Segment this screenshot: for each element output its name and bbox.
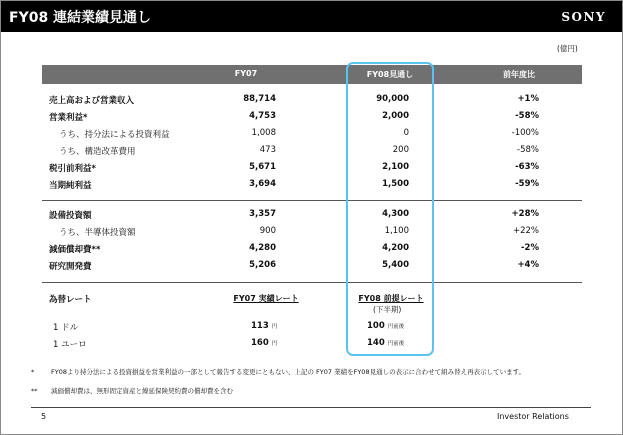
unit-label: (億円) — [557, 44, 578, 53]
table-row — [1, 179, 622, 193]
fx-row-header — [1, 293, 622, 307]
value-fy08: 4,300 — [382, 209, 409, 219]
fx-header-fy07: FY07 実績レート — [233, 294, 299, 303]
table-row — [1, 260, 622, 274]
footnote — [31, 368, 611, 384]
footnote — [31, 387, 611, 395]
section-divider — [42, 200, 582, 201]
table-row — [1, 111, 622, 125]
table-row — [1, 226, 622, 240]
value-yoy: +4% — [517, 260, 539, 270]
row-label: 研究開発費 — [49, 262, 92, 272]
value-fy08: 90,000 — [376, 94, 409, 104]
fx-header-fy08-sub: (下半期) — [373, 305, 402, 314]
value-yoy: -2% — [521, 243, 539, 253]
fx-row — [1, 338, 622, 352]
fx-fy08-unit: 円前後 — [387, 341, 405, 347]
value-fy07: 900 — [259, 226, 276, 236]
footnote-mark: ** — [31, 387, 38, 395]
fx-fy07-value: 113 — [251, 321, 269, 331]
value-yoy: -100% — [511, 128, 539, 138]
row-label: 当期純利益 — [49, 181, 92, 191]
title-bar — [1, 1, 622, 32]
value-fy08: 2,100 — [382, 162, 409, 172]
row-label: うち、持分法による投資利益 — [59, 130, 170, 140]
footnote-mark: * — [31, 368, 35, 376]
value-yoy: -59% — [515, 179, 539, 189]
value-fy07: 4,280 — [249, 243, 276, 253]
table-row — [1, 145, 622, 159]
fx-row — [1, 321, 622, 335]
footer-divider — [31, 407, 591, 408]
value-fy08: 200 — [392, 145, 409, 155]
value-yoy: +1% — [517, 94, 539, 104]
value-fy07: 3,357 — [249, 209, 276, 219]
fx-fy07-unit: 円 — [271, 341, 278, 347]
sony-logo: SONY — [561, 10, 606, 24]
value-fy08: 1,100 — [384, 226, 409, 236]
row-label: 税引前利益* — [49, 164, 96, 174]
value-fy08: 0 — [403, 128, 409, 138]
page-number: 5 — [41, 412, 47, 421]
value-fy07: 5,206 — [249, 260, 276, 270]
table-row — [1, 243, 622, 257]
value-fy07: 4,753 — [249, 111, 276, 121]
value-fy07: 1,008 — [251, 128, 276, 138]
table-row — [1, 94, 622, 108]
table-row — [1, 162, 622, 176]
value-fy07: 5,671 — [249, 162, 276, 172]
row-label: 設備投資額 — [49, 211, 92, 221]
footnote-text: FY08より持分法による投資損益を営業利益の一部として報告する変更にともない、上記の FY07 業績をFY08見通しの表示に合わせて組み替え再表示しています。 — [51, 368, 526, 376]
section-divider — [42, 282, 582, 283]
row-label: うち、半導体投資額 — [59, 228, 136, 238]
fx-header-fy08: FY08 前提レート — [358, 294, 424, 303]
value-fy08: 4,200 — [382, 243, 409, 253]
fy08-column-highlight — [346, 62, 434, 356]
footer-label: Investor Relations — [497, 412, 569, 421]
value-fy08: 2,000 — [382, 111, 409, 121]
fx-fy07-value: 160 — [251, 338, 269, 348]
table-row — [1, 128, 622, 142]
fx-fy07-rate — [251, 321, 277, 331]
column-header-fy07: FY07 — [234, 69, 258, 78]
value-fy07: 473 — [259, 145, 276, 155]
fx-fy07-unit: 円 — [271, 324, 278, 330]
fx-fy08-value: 140 — [367, 338, 385, 348]
fx-label: 為替レート — [49, 295, 92, 305]
fx-fy07-rate — [251, 338, 277, 348]
value-yoy: -58% — [515, 111, 539, 121]
value-yoy: -63% — [515, 162, 539, 172]
table-row — [1, 209, 622, 223]
column-header-fy08: FY08見通し — [366, 70, 414, 79]
value-fy07: 3,694 — [249, 179, 276, 189]
row-label: 売上高および営業収入 — [49, 96, 135, 106]
value-fy08: 5,400 — [382, 260, 409, 270]
fx-currency: 1 ユーロ — [53, 340, 87, 350]
value-fy07: 88,714 — [243, 94, 276, 104]
value-yoy: +28% — [511, 209, 539, 219]
footnote-text: 減価償却費は、無形固定資産と繰延保険契約費の償却費を含む — [51, 387, 233, 395]
value-yoy: +22% — [512, 226, 539, 236]
fx-currency: 1 ドル — [53, 323, 79, 333]
fx-fy08-unit: 円前後 — [387, 324, 405, 330]
value-fy08: 1,500 — [382, 179, 409, 189]
row-label: 減価償却費** — [49, 245, 101, 255]
row-label: 営業利益* — [49, 113, 88, 123]
slide-title: FY08 連結業績見通し — [9, 10, 152, 26]
column-header-yoy: 前年度比 — [503, 70, 535, 79]
fx-fy08-value: 100 — [367, 321, 385, 331]
row-label: うち、構造改革費用 — [59, 147, 136, 157]
value-yoy: -58% — [517, 145, 539, 155]
